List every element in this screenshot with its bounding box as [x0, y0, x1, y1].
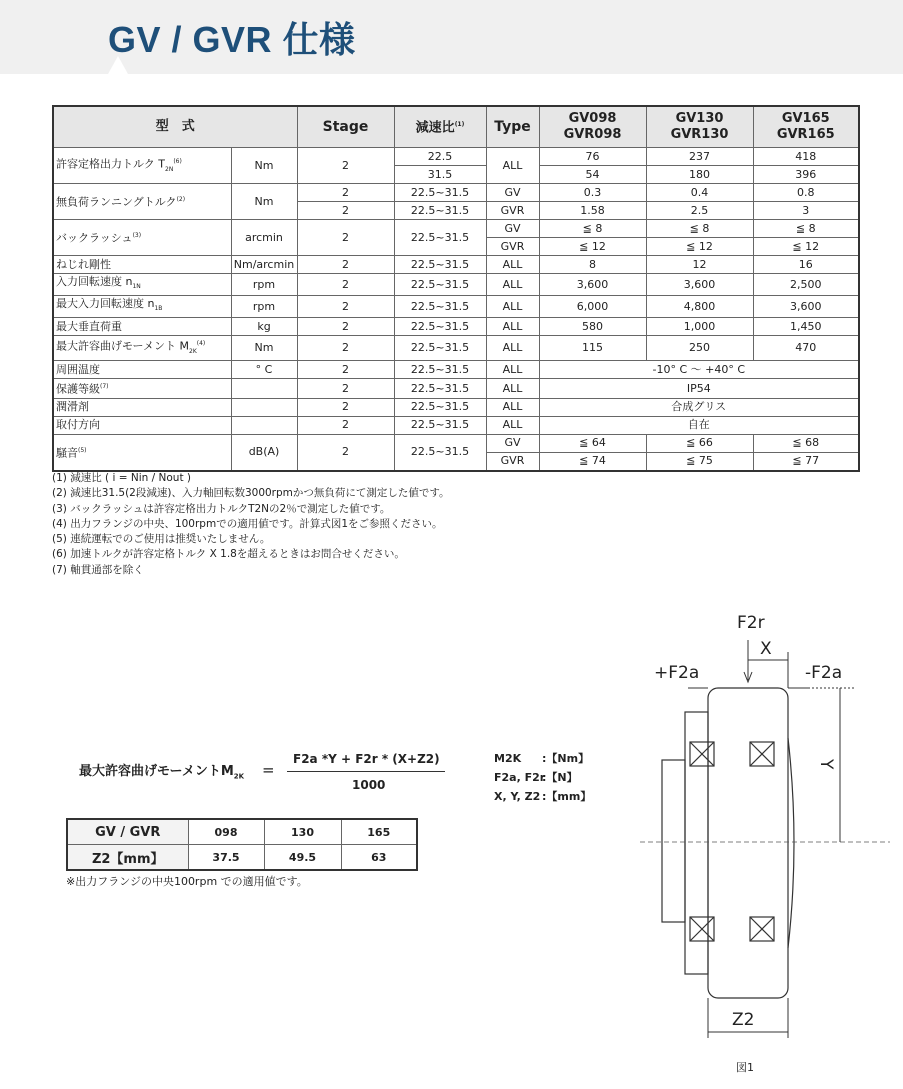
value-cell: ≦ 77	[753, 452, 859, 471]
row-label-backlash: バックラッシュ$^{(3)}$	[53, 220, 231, 256]
table-row	[53, 296, 859, 318]
value-cell: 396	[753, 166, 859, 184]
y-label: Y	[816, 759, 836, 770]
row-label-noload: 無負荷ランニングトルク$^{(2)}$	[53, 184, 231, 220]
stage-cell: 2	[297, 398, 394, 416]
unit-cell: rpm	[231, 296, 297, 318]
unit-cell	[231, 398, 297, 416]
z2-label: Z2	[732, 1010, 755, 1030]
stage-cell: 2	[297, 256, 394, 274]
z2-header-cell: GV / GVR	[67, 819, 188, 845]
type-cell: ALL	[486, 148, 539, 184]
table-row	[53, 220, 859, 238]
footnote: (7) 軸貫通部を除く	[52, 563, 144, 576]
type-cell: ALL	[486, 318, 539, 336]
z2-cell: 49.5	[264, 845, 341, 871]
row-label-temp: 周囲温度	[53, 361, 231, 379]
table-row	[53, 398, 859, 416]
f2r-label: F2r	[737, 613, 765, 633]
value-cell: 3	[753, 202, 859, 220]
ratio-cell: 22.5~31.5	[394, 434, 486, 471]
ratio-cell: 22.5~31.5	[394, 274, 486, 296]
type-cell: ALL	[486, 398, 539, 416]
type-cell: GVR	[486, 238, 539, 256]
row-label-mounting: 取付方向	[53, 416, 231, 434]
value-cell: ≦ 8	[539, 220, 646, 238]
value-cell: 16	[753, 256, 859, 274]
table-row	[53, 336, 859, 361]
value-cell: IP54	[539, 379, 859, 399]
unit-key: F2a, F2r	[494, 771, 546, 784]
z2-header-cell: Z2【mm】	[67, 845, 188, 871]
z2-cell: 130	[264, 819, 341, 845]
unit-cell: Nm	[231, 148, 297, 184]
load-diagram	[600, 600, 900, 1060]
row-label-noise: 騒音$^{(5)}$	[53, 434, 231, 471]
ratio-cell: 22.5	[394, 148, 486, 166]
type-cell: ALL	[486, 336, 539, 361]
value-cell: 4,800	[646, 296, 753, 318]
formula-equals: =	[262, 761, 275, 779]
type-cell: GV	[486, 220, 539, 238]
unit-value: :【mm】	[542, 790, 592, 803]
unit-cell: Nm/arcmin	[231, 256, 297, 274]
value-cell: 180	[646, 166, 753, 184]
value-cell: ≦ 12	[646, 238, 753, 256]
unit-cell: arcmin	[231, 220, 297, 256]
page-title: GV / GVR 仕様	[108, 19, 356, 60]
value-cell: ≦ 8	[753, 220, 859, 238]
table-row	[53, 148, 859, 166]
stage-cell: 2	[297, 416, 394, 434]
formula-lhs: 最大許容曲げモーメント$M_{2K}$	[79, 764, 245, 781]
table-row	[67, 819, 417, 845]
value-cell: 6,000	[539, 296, 646, 318]
type-cell: ALL	[486, 379, 539, 399]
ratio-cell: 22.5~31.5	[394, 220, 486, 256]
unit-cell	[231, 416, 297, 434]
table-row	[53, 379, 859, 399]
z2-cell: 165	[341, 819, 417, 845]
z2-note: ※出力フランジの中央100rpm での適用値です。	[66, 875, 308, 888]
header-notch	[108, 56, 128, 74]
row-label-input-speed: 入力回転速度 $n_{1N}$	[53, 274, 231, 296]
output-flange	[708, 688, 788, 998]
stage-header: Stage	[297, 106, 394, 148]
row-label-max-input-speed: 最大入力回転速度 $n_{1B}$	[53, 296, 231, 318]
table-row	[53, 361, 859, 379]
value-cell: 3,600	[539, 274, 646, 296]
value-cell: 1.58	[539, 202, 646, 220]
page-header	[0, 0, 903, 74]
bearing-bottom-right	[750, 917, 774, 941]
table-row	[53, 256, 859, 274]
ratio-cell: 22.5~31.5	[394, 256, 486, 274]
type-cell: GVR	[486, 202, 539, 220]
value-cell: 76	[539, 148, 646, 166]
value-cell: ≦ 66	[646, 434, 753, 452]
value-cell: 3,600	[646, 274, 753, 296]
row-label-max-moment: 最大許容曲げモーメント $M_{2K}^{(4)}$	[53, 336, 231, 361]
table-row	[67, 845, 417, 871]
table-row	[53, 416, 859, 434]
value-cell: 54	[539, 166, 646, 184]
ratio-cell: 22.5~31.5	[394, 296, 486, 318]
row-label-torsion: ねじれ剛性	[53, 256, 231, 274]
stage-cell: 2	[297, 379, 394, 399]
ratio-cell: 22.5~31.5	[394, 361, 486, 379]
footnote: (4) 出力フランジの中央、100rpmでの適用値です。計算式図1をご参照ください。	[52, 517, 443, 530]
unit-key: X, Y, Z2	[494, 790, 541, 803]
value-cell: ≦ 68	[753, 434, 859, 452]
value-cell: 580	[539, 318, 646, 336]
footnote: (3) バックラッシュは許容定格出力トルクT2Nの2％で測定した値です。	[52, 502, 391, 515]
value-cell: 2.5	[646, 202, 753, 220]
unit-cell: Nm	[231, 184, 297, 220]
minus-f2a-label: -F2a	[805, 663, 843, 683]
row-label-max-radial: 最大垂直荷重	[53, 318, 231, 336]
col-gv098-header: GV098 GVR098	[539, 106, 646, 148]
ratio-cell: 22.5~31.5	[394, 202, 486, 220]
value-cell: ≦ 12	[753, 238, 859, 256]
value-cell: 0.3	[539, 184, 646, 202]
unit-value: :【Nm】	[542, 752, 590, 765]
stage-cell: 2	[297, 434, 394, 471]
footnotes	[52, 471, 450, 578]
type-cell: GV	[486, 434, 539, 452]
footnote: (6) 加速トルクが許容定格トルク X 1.8を超えるときはお問合せください。	[52, 548, 405, 561]
ratio-cell: 22.5~31.5	[394, 416, 486, 434]
value-cell: 12	[646, 256, 753, 274]
plus-f2a-label: +F2a	[654, 663, 700, 683]
value-cell: 250	[646, 336, 753, 361]
model-header: 型 式	[53, 106, 297, 148]
value-cell: 237	[646, 148, 753, 166]
bearing-top-left	[690, 742, 714, 766]
value-cell: 自在	[539, 416, 859, 434]
value-cell: 0.8	[753, 184, 859, 202]
row-label-lubricant: 潤滑剤	[53, 398, 231, 416]
z2-table	[66, 818, 418, 871]
stage-cell: 2	[297, 184, 394, 202]
value-cell: ≦ 74	[539, 452, 646, 471]
value-cell: 115	[539, 336, 646, 361]
z2-cell: 37.5	[188, 845, 264, 871]
formula-numerator: F2a *Y + F2r * (X+Z2)	[293, 752, 440, 766]
fraction-bar	[287, 771, 445, 772]
footnote: (1) 減速比 ( i = Nin / Nout )	[52, 472, 191, 484]
unit-cell: rpm	[231, 274, 297, 296]
value-cell: 418	[753, 148, 859, 166]
stage-cell: 2	[297, 148, 394, 184]
value-cell: 2,500	[753, 274, 859, 296]
row-label-protection: 保護等級$^{(7)}$	[53, 379, 231, 399]
z2-cell: 098	[188, 819, 264, 845]
type-header: Type	[486, 106, 539, 148]
spec-header-row	[53, 106, 859, 148]
table-row	[53, 434, 859, 452]
z2-cell: 63	[341, 845, 417, 871]
value-cell: ≦ 75	[646, 452, 753, 471]
type-cell: ALL	[486, 296, 539, 318]
housing-body	[662, 760, 685, 922]
type-cell: ALL	[486, 256, 539, 274]
value-cell: 8	[539, 256, 646, 274]
stage-cell: 2	[297, 220, 394, 256]
table-row	[53, 274, 859, 296]
flange-curve	[788, 738, 794, 948]
table-row	[53, 318, 859, 336]
row-label-torque: 許容定格出力トルク $T_{2N}^{(6)}$	[53, 148, 231, 184]
stage-cell: 2	[297, 318, 394, 336]
type-cell: GV	[486, 184, 539, 202]
type-cell: ALL	[486, 361, 539, 379]
value-cell: 470	[753, 336, 859, 361]
stage-cell: 2	[297, 361, 394, 379]
unit-value: :【N】	[542, 771, 578, 784]
unit-cell: ° C	[231, 361, 297, 379]
value-cell: ≦ 64	[539, 434, 646, 452]
value-cell: 3,600	[753, 296, 859, 318]
footnote: (5) 連続運転でのご使用は推奨いたしません。	[52, 533, 271, 546]
col-gv130-header: GV130 GVR130	[646, 106, 753, 148]
stage-cell: 2	[297, 202, 394, 220]
type-cell: ALL	[486, 416, 539, 434]
bearing-top-right	[750, 742, 774, 766]
unit-key: M2K	[494, 752, 522, 765]
spec-table	[52, 105, 860, 472]
footnote: (2) 減速比31.5(2段減速)、入力軸回転数3000rpmかつ無負荷にて測定した値です。	[52, 487, 450, 500]
ratio-cell: 31.5	[394, 166, 486, 184]
stage-cell: 2	[297, 296, 394, 318]
value-cell: ≦ 8	[646, 220, 753, 238]
value-cell: 0.4	[646, 184, 753, 202]
x-label: X	[760, 639, 772, 659]
value-cell: 1,450	[753, 318, 859, 336]
type-cell: ALL	[486, 274, 539, 296]
ratio-cell: 22.5~31.5	[394, 398, 486, 416]
unit-cell: dB(A)	[231, 434, 297, 471]
unit-cell: Nm	[231, 336, 297, 361]
table-row	[53, 184, 859, 202]
type-cell: GVR	[486, 452, 539, 471]
ratio-header: 減速比$^{(1)}$	[394, 106, 486, 148]
unit-cell: kg	[231, 318, 297, 336]
bearing-bottom-left	[690, 917, 714, 941]
ratio-cell: 22.5~31.5	[394, 184, 486, 202]
col-gv165-header: GV165 GVR165	[753, 106, 859, 148]
ratio-cell: 22.5~31.5	[394, 318, 486, 336]
ratio-cell: 22.5~31.5	[394, 379, 486, 399]
figure-caption: 図1	[736, 1061, 754, 1074]
unit-cell	[231, 379, 297, 399]
formula-denominator: 1000	[352, 778, 386, 792]
stage-cell: 2	[297, 336, 394, 361]
stage-cell: 2	[297, 274, 394, 296]
value-cell: -10° C ～ +40° C	[539, 361, 859, 379]
value-cell: 合成グリス	[539, 398, 859, 416]
value-cell: 1,000	[646, 318, 753, 336]
value-cell: ≦ 12	[539, 238, 646, 256]
ratio-cell: 22.5~31.5	[394, 336, 486, 361]
